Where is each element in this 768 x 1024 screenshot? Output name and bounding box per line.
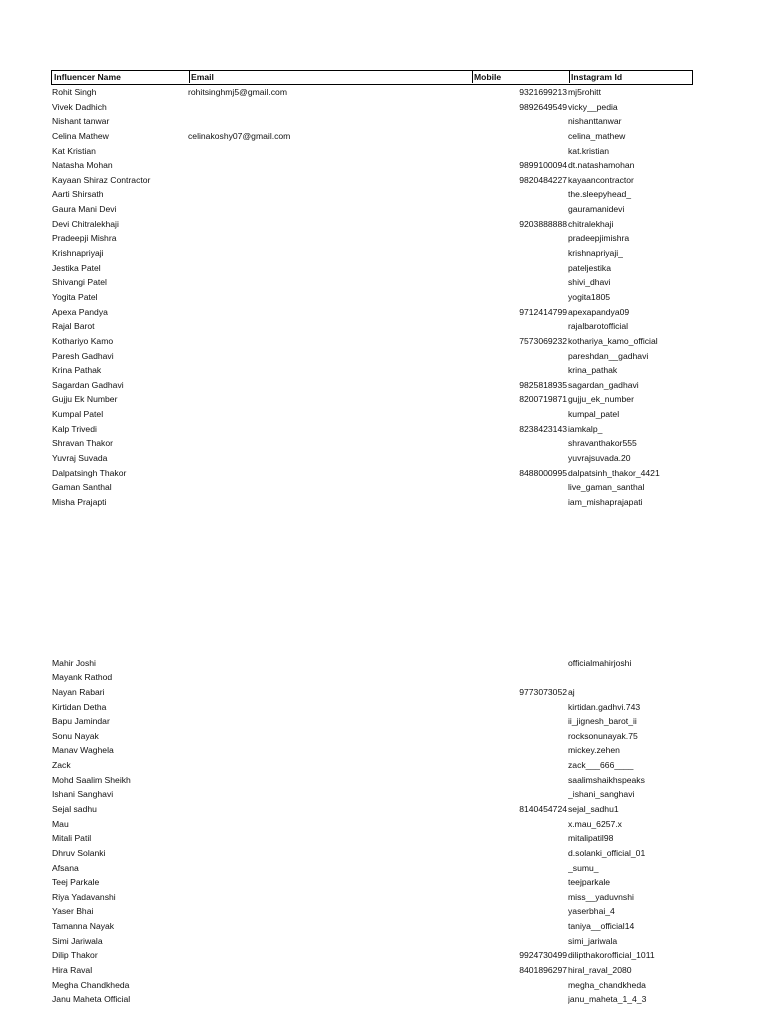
influencer-name-cell: Apexa Pandya — [52, 306, 108, 317]
influencer-name-cell: Dhruv Solanki — [52, 847, 106, 858]
mobile-cell: 9321699213 — [519, 87, 567, 97]
table-row — [51, 158, 693, 173]
table-row — [51, 480, 693, 495]
table-row — [51, 392, 693, 407]
influencer-name-cell: Kothariyo Kamo — [52, 335, 114, 346]
table-row — [51, 144, 693, 159]
instagram-id-cell: pateljestika — [568, 262, 611, 273]
instagram-id-cell: taniya__official14 — [568, 921, 635, 932]
influencer-name-cell: Misha Prajapti — [52, 496, 107, 507]
mobile-cell: 9924730499 — [519, 950, 567, 961]
table-row — [51, 787, 693, 802]
instagram-id-cell: live_gaman_santhal — [568, 482, 645, 493]
instagram-id-cell: yuvrajsuvada.20 — [568, 453, 631, 464]
influencer-name-cell: Mohd Saalim Sheikh — [52, 774, 131, 785]
instagram-id-cell: vicky__pedia — [568, 101, 618, 112]
table-row — [51, 217, 693, 232]
mobile-cell: 9825818935 — [519, 379, 567, 390]
influencer-name-cell: Mitali Patil — [52, 833, 92, 844]
instagram-id-cell: yogita1805 — [568, 291, 611, 302]
mobile-cell: 8401896297 — [519, 965, 567, 976]
table-row — [51, 466, 693, 481]
table-row — [51, 948, 693, 963]
table-row — [51, 919, 693, 934]
instagram-id-cell: chitralekhaji — [568, 218, 614, 229]
table-row — [51, 173, 693, 188]
instagram-id-cell: megha_chandkheda — [568, 979, 646, 990]
influencer-name-cell: Paresh Gadhavi — [52, 350, 114, 361]
instagram-id-cell: yaserbhai_4 — [568, 906, 615, 917]
table-row — [51, 290, 693, 305]
table-row — [51, 963, 693, 978]
influencer-name-cell: Aarti Shirsath — [52, 189, 104, 200]
influencer-name-cell: Kirtidan Detha — [52, 701, 107, 712]
influencer-name-cell: Shivangi Patel — [52, 277, 107, 288]
instagram-id-cell: dt.natashamohan — [568, 160, 635, 171]
table-row — [51, 875, 693, 890]
influencer-name-cell: Yogita Patel — [52, 291, 98, 302]
influencer-name-cell: Kayaan Shiraz Contractor — [52, 174, 151, 185]
influencer-name-cell: Nishant tanwar — [52, 116, 110, 127]
table-row — [51, 334, 693, 349]
mobile-cell: 9892649549 — [519, 101, 567, 112]
table-row — [51, 275, 693, 290]
table-row — [51, 656, 693, 671]
influencer-name-cell: Zack — [52, 760, 71, 771]
instagram-id-cell: krishnapriyaji_ — [568, 248, 623, 259]
table-row — [51, 436, 693, 451]
mobile-cell: 7573069232 — [519, 335, 567, 346]
table-row — [51, 114, 693, 129]
influencer-name-cell: Sonu Nayak — [52, 730, 99, 741]
instagram-id-cell: aj — [568, 686, 575, 697]
influencer-name-cell: Sejal sadhu — [52, 803, 97, 814]
table-row — [51, 700, 693, 715]
influencer-name-cell: Mau — [52, 818, 69, 829]
instagram-id-cell: gujju_ek_number — [568, 394, 634, 405]
table-row — [51, 758, 693, 773]
influencer-name-cell: Rohit Singh — [52, 87, 97, 97]
table-row — [51, 246, 693, 261]
instagram-id-cell: d.solanki_official_01 — [568, 847, 646, 858]
influencer-name-cell: Yuvraj Suvada — [52, 453, 108, 464]
instagram-id-cell: nishanttanwar — [568, 116, 622, 127]
mobile-cell: 9773073052 — [519, 686, 567, 697]
email-cell: celinakoshy07@gmail.com — [188, 130, 291, 141]
instagram-id-cell: kothariya_kamo_official — [568, 335, 658, 346]
table-row — [51, 451, 693, 466]
table-body-top — [51, 85, 693, 510]
instagram-id-cell: officialmahirjoshi — [568, 657, 632, 668]
mobile-cell: 9203888888 — [519, 218, 567, 229]
table-row — [51, 85, 693, 100]
table-row — [51, 363, 693, 378]
influencer-name-cell: Mahir Joshi — [52, 657, 96, 668]
influencer-name-cell: Megha Chandkheda — [52, 979, 130, 990]
header-email: Email — [189, 71, 473, 83]
influencer-name-cell: Simi Jariwala — [52, 935, 103, 946]
table-row — [51, 904, 693, 919]
instagram-id-cell: iamkalp_ — [568, 423, 603, 434]
influencer-name-cell: Dilip Thakor — [52, 950, 98, 961]
table-row — [51, 992, 693, 1007]
instagram-id-cell: mj5rohitt — [568, 87, 601, 97]
instagram-id-cell: _ishani_sanghavi — [568, 789, 635, 800]
table-row — [51, 729, 693, 744]
table-row — [51, 743, 693, 758]
influencer-name-cell: Janu Maheta Official — [52, 994, 131, 1005]
table-row — [51, 495, 693, 510]
mobile-cell: 9899100094 — [519, 160, 567, 171]
table-row — [51, 129, 693, 144]
instagram-id-cell: dilipthakorofficial_1011 — [568, 950, 655, 961]
mobile-cell: 8238423143 — [519, 423, 567, 434]
influencer-name-cell: Ishani Sanghavi — [52, 789, 114, 800]
mobile-cell: 8140454724 — [519, 803, 567, 814]
table-row — [51, 319, 693, 334]
influencer-name-cell: Pradeepji Mishra — [52, 233, 117, 244]
table-row — [51, 861, 693, 876]
influencer-name-cell: Jestika Patel — [52, 262, 101, 273]
table-row — [51, 685, 693, 700]
table-row — [51, 231, 693, 246]
instagram-id-cell: hiral_raval_2080 — [568, 965, 632, 976]
influencer-name-cell: Kat Kristian — [52, 145, 96, 156]
influencer-name-cell: Gujju Ek Number — [52, 394, 118, 405]
influencer-name-cell: Kalp Trivedi — [52, 423, 97, 434]
influencer-name-cell: Vivek Dadhich — [52, 101, 107, 112]
table-row — [51, 890, 693, 905]
instagram-id-cell: kat.kristian — [568, 145, 610, 156]
table-row — [51, 831, 693, 846]
header-instagram-id: Instagram Id — [569, 71, 696, 83]
table-row — [51, 187, 693, 202]
instagram-id-cell: zack___666____ — [568, 760, 634, 771]
table-row — [51, 934, 693, 949]
instagram-id-cell: rajalbarotofficial — [568, 321, 629, 332]
influencer-name-cell: Gaman Santhal — [52, 482, 112, 493]
influencer-name-cell: Nayan Rabari — [52, 686, 105, 697]
table-row — [51, 817, 693, 832]
instagram-id-cell: kayaancontractor — [568, 174, 634, 185]
influencer-name-cell: Hira Raval — [52, 965, 93, 976]
influencer-name-cell: Natasha Mohan — [52, 160, 113, 171]
table-row — [51, 202, 693, 217]
influencer-name-cell: Krishnapriyaji — [52, 248, 104, 259]
table-row — [51, 978, 693, 993]
header-row — [51, 70, 693, 85]
influencer-name-cell: Gaura Mani Devi — [52, 204, 117, 215]
instagram-id-cell: krina_pathak — [568, 365, 618, 376]
influencer-name-cell: Teej Parkale — [52, 877, 100, 888]
influencer-name-cell: Afsana — [52, 862, 79, 873]
table-row — [51, 714, 693, 729]
influencer-name-cell: Yaser Bhai — [52, 906, 94, 917]
instagram-id-cell: pareshdan__gadhavi — [568, 350, 649, 361]
influencer-name-cell: Rajal Barot — [52, 321, 95, 332]
influencer-name-cell: Riya Yadavanshi — [52, 891, 116, 902]
influencer-name-cell: Tamanna Nayak — [52, 921, 115, 932]
influencer-name-cell: Sagardan Gadhavi — [52, 379, 124, 390]
instagram-id-cell: kirtidan.gadhvi.743 — [568, 701, 641, 712]
table-row — [51, 407, 693, 422]
instagram-id-cell: apexapandya09 — [568, 306, 630, 317]
instagram-id-cell: teejparkale — [568, 877, 611, 888]
table-row — [51, 349, 693, 364]
mobile-cell: 8488000995 — [519, 467, 567, 478]
instagram-id-cell: iam_mishaprajapati — [568, 496, 643, 507]
influencer-name-cell: Mayank Rathod — [52, 672, 113, 683]
instagram-id-cell: saalimshaikhspeaks — [568, 774, 645, 785]
table-row — [51, 773, 693, 788]
instagram-id-cell: pradeepjimishra — [568, 233, 630, 244]
table-row — [51, 100, 693, 115]
table-row — [51, 305, 693, 320]
influencer-name-cell: Celina Mathew — [52, 130, 109, 141]
instagram-id-cell: shivi_dhavi — [568, 277, 611, 288]
instagram-id-cell: celina_mathew — [568, 130, 626, 141]
instagram-id-cell: sejal_sadhu1 — [568, 803, 619, 814]
instagram-id-cell: mickey.zehen — [568, 745, 620, 756]
email-cell: rohitsinghmj5@gmail.com — [188, 87, 287, 97]
instagram-id-cell: kumpal_patel — [568, 409, 620, 420]
blank-gap — [51, 510, 693, 656]
instagram-id-cell: the.sleepyhead_ — [568, 189, 632, 200]
mobile-cell: 8200719871 — [519, 394, 567, 405]
instagram-id-cell: simi_jariwala — [568, 935, 618, 946]
header-mobile: Mobile — [472, 71, 569, 83]
instagram-id-cell: miss__yaduvnshi — [568, 891, 634, 902]
instagram-id-cell: x.mau_6257.x — [568, 818, 622, 829]
mobile-cell: 9820484227 — [519, 174, 567, 185]
spreadsheet — [51, 70, 693, 1007]
table-row — [51, 261, 693, 276]
instagram-id-cell: gauramanidevi — [568, 204, 625, 215]
influencer-name-cell: Devi Chitralekhaji — [52, 218, 119, 229]
instagram-id-cell: rocksonunayak.75 — [568, 730, 638, 741]
instagram-id-cell: ii_jignesh_barot_ii — [568, 716, 637, 727]
instagram-id-cell: shravanthakor555 — [568, 438, 637, 449]
table-row — [51, 670, 693, 685]
influencer-name-cell: Dalpatsingh Thakor — [52, 467, 127, 478]
instagram-id-cell: sagardan_gadhavi — [568, 379, 639, 390]
influencer-name-cell: Kumpal Patel — [52, 409, 104, 420]
mobile-cell: 9712414799 — [519, 306, 567, 317]
influencer-name-cell: Manav Waghela — [52, 745, 114, 756]
influencer-name-cell: Krina Pathak — [52, 365, 102, 376]
instagram-id-cell: mitalipatil98 — [568, 833, 614, 844]
influencer-name-cell: Shravan Thakor — [52, 438, 113, 449]
instagram-id-cell: janu_maheta_1_4_3 — [568, 994, 647, 1005]
instagram-id-cell: _sumu_ — [568, 862, 599, 873]
table-row — [51, 422, 693, 437]
table-row — [51, 802, 693, 817]
table-row — [51, 378, 693, 393]
instagram-id-cell: dalpatsinh_thakor_4421 — [568, 467, 660, 478]
influencer-name-cell: Bapu Jamindar — [52, 716, 110, 727]
header-influencer-name: Influencer Name — [54, 72, 121, 82]
table-body-bottom — [51, 656, 693, 1007]
table-row — [51, 846, 693, 861]
